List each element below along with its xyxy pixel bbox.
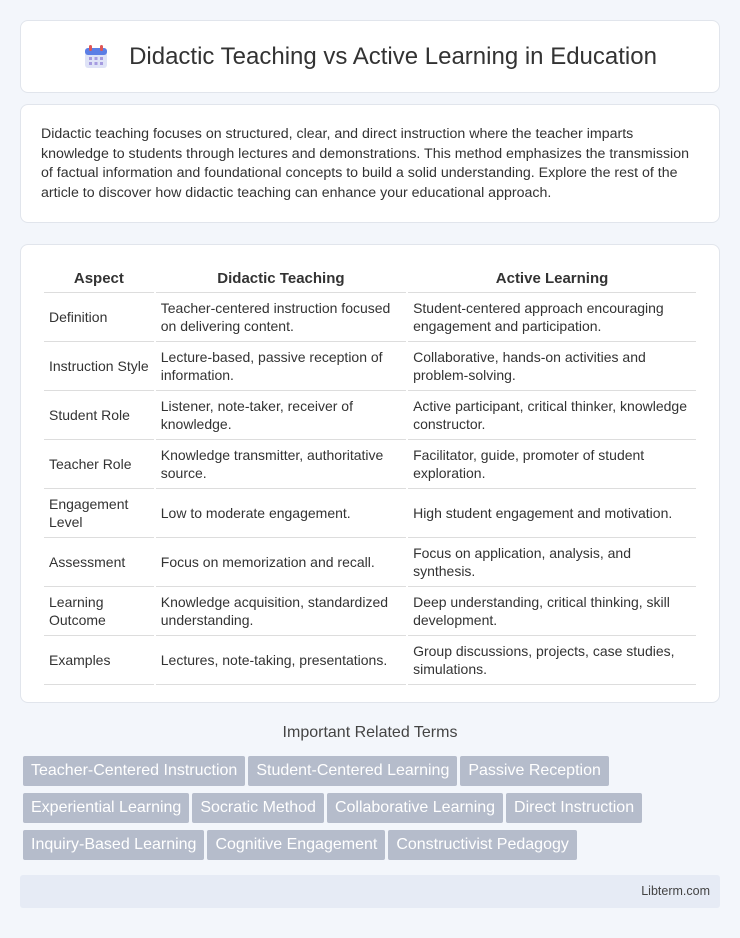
active-cell: Focus on application, analysis, and synthesis. (408, 538, 696, 587)
header-active: Active Learning (408, 265, 696, 293)
aspect-cell: Learning Outcome (44, 587, 154, 636)
footer-site[interactable]: Libterm.com (641, 884, 710, 898)
aspect-cell: Teacher Role (44, 440, 154, 489)
didactic-cell: Knowledge acquisition, standardized understanding. (156, 587, 406, 636)
related-terms-title: Important Related Terms (282, 724, 458, 741)
related-term-tag[interactable]: Direct Instruction (506, 793, 642, 823)
related-term-tag[interactable]: Passive Reception (460, 756, 609, 786)
related-term-tag[interactable]: Teacher-Centered Instruction (23, 756, 245, 786)
related-term-tag[interactable]: Collaborative Learning (327, 793, 503, 823)
intro-text: Didactic teaching focuses on structured, clear, and direct instruction where the teacher imparts knowledge to students through lectures and demonstrations. This method emphasizes the transmission of factual information and foundational concepts to build a solid understanding. Explore the rest of the article to discover how didactic teaching can enhance your educational approach. (41, 126, 689, 201)
active-cell: Collaborative, hands-on activities and problem-solving. (408, 342, 696, 391)
table-header-row (44, 265, 696, 293)
didactic-cell: Low to moderate engagement. (156, 489, 406, 538)
aspect-cell: Instruction Style (44, 342, 154, 391)
intro-card (20, 104, 720, 223)
page-title: Didactic Teaching vs Active Learning in Education (129, 42, 657, 70)
table-row (44, 489, 696, 538)
table-row (44, 440, 696, 489)
related-term-tag[interactable]: Socratic Method (192, 793, 324, 823)
didactic-cell: Listener, note-taker, receiver of knowledge. (156, 391, 406, 440)
table-row (44, 587, 696, 636)
table-row (44, 391, 696, 440)
aspect-cell: Definition (44, 293, 154, 342)
related-term-tag[interactable]: Constructivist Pedagogy (388, 830, 577, 860)
didactic-cell: Lecture-based, passive reception of information. (156, 342, 406, 391)
header-didactic: Didactic Teaching (156, 265, 406, 293)
didactic-cell: Focus on memorization and recall. (156, 538, 406, 587)
title-card (20, 20, 720, 93)
didactic-cell: Lectures, note-taking, presentations. (156, 636, 406, 685)
comparison-table (42, 265, 698, 685)
related-term-tag[interactable]: Experiential Learning (23, 793, 189, 823)
related-terms-list (23, 756, 723, 867)
aspect-cell: Student Role (44, 391, 154, 440)
active-cell: Group discussions, projects, case studies, simulations. (408, 636, 696, 685)
didactic-cell: Teacher-centered instruction focused on delivering content. (156, 293, 406, 342)
active-cell: Deep understanding, critical thinking, skill development. (408, 587, 696, 636)
aspect-cell: Assessment (44, 538, 154, 587)
active-cell: Facilitator, guide, promoter of student exploration. (408, 440, 696, 489)
header-aspect: Aspect (44, 265, 154, 293)
aspect-cell: Engagement Level (44, 489, 154, 538)
table-row (44, 293, 696, 342)
footer (20, 875, 720, 908)
related-term-tag[interactable]: Inquiry-Based Learning (23, 830, 204, 860)
active-cell: High student engagement and motivation. (408, 489, 696, 538)
related-term-tag[interactable]: Cognitive Engagement (207, 830, 385, 860)
table-row (44, 538, 696, 587)
calendar-icon (83, 44, 109, 70)
active-cell: Student-centered approach encouraging engagement and participation. (408, 293, 696, 342)
comparison-table-card (20, 244, 720, 703)
active-cell: Active participant, critical thinker, knowledge constructor. (408, 391, 696, 440)
related-term-tag[interactable]: Student-Centered Learning (248, 756, 457, 786)
table-row (44, 342, 696, 391)
aspect-cell: Examples (44, 636, 154, 685)
table-row (44, 636, 696, 685)
didactic-cell: Knowledge transmitter, authoritative source. (156, 440, 406, 489)
